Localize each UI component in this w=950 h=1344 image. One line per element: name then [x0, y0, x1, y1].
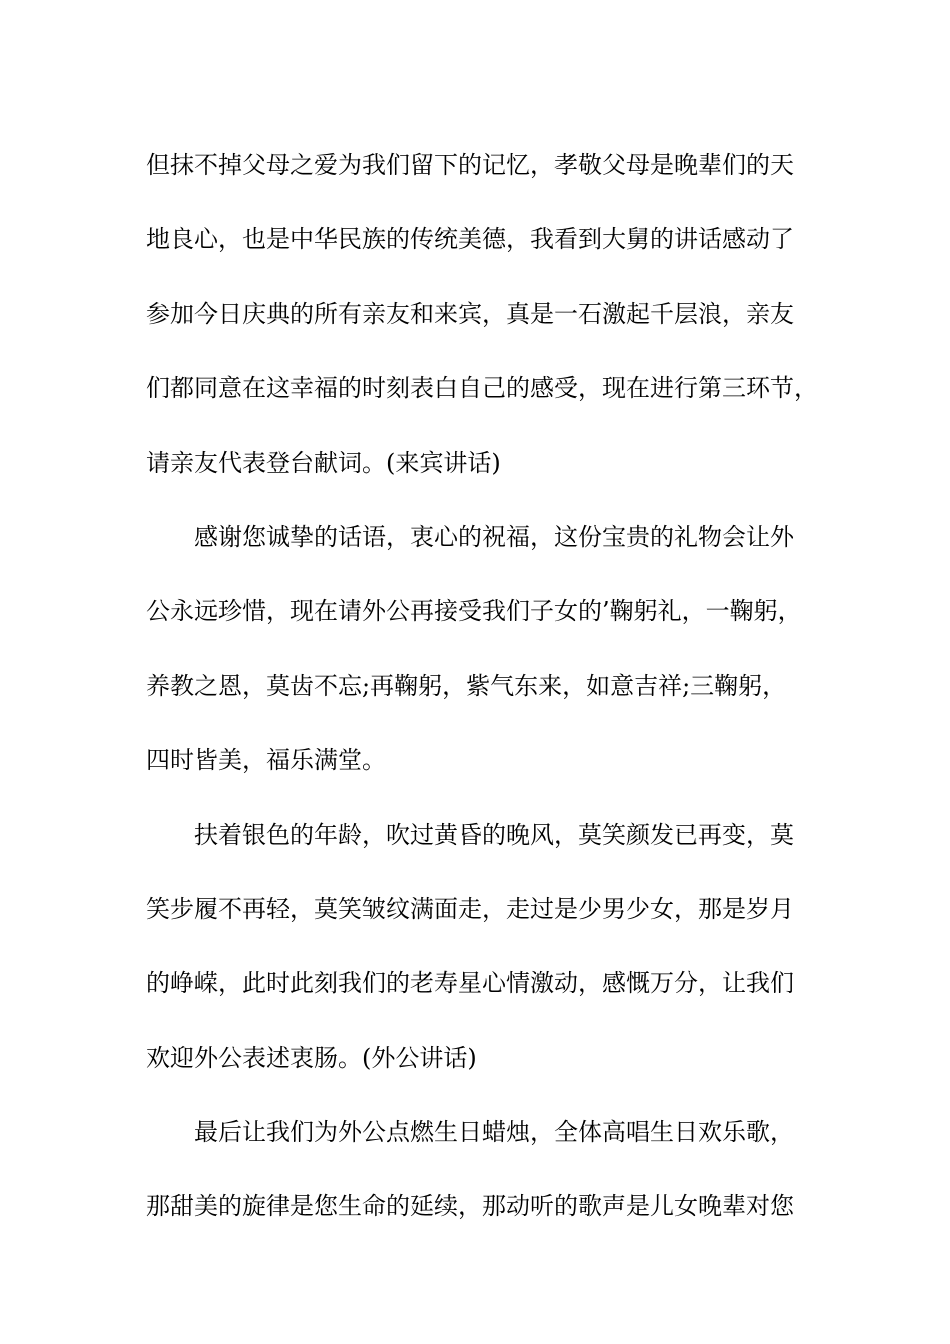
paragraph-first-line: 扶着银色的年龄，吹过黄昏的晚风，莫笑颜发已再变，莫 [194, 820, 794, 849]
paragraph-first-line: 最后让我们为外公点燃生日蜡烛，全体高唱生日欢乐歌， [194, 1118, 794, 1147]
text-line: 公永远珍惜，现在请外公再接受我们子女的’鞠躬礼，一鞠躬， [146, 597, 802, 626]
text-line: 欢迎外公表述衷肠。(外公讲话) [146, 1043, 477, 1072]
text-line: 那甜美的旋律是您生命的延续，那动听的歌声是儿女晚辈对您 [146, 1192, 794, 1221]
text-line: 但抹不掉父母之爱为我们留下的记忆，孝敬父母是晚辈们的天 [146, 151, 794, 179]
text-line: 笑步履不再轻，莫笑皱纹满面走，走过是少男少女，那是岁月 [146, 894, 794, 923]
paragraph-first-line: 感谢您诚挚的话语，衷心的祝福，这份宝贵的礼物会让外 [194, 522, 794, 551]
text-line: 养教之恩，莫齿不忘;再鞠躬，紫气东来，如意吉祥;三鞠躬， [146, 671, 787, 700]
document-body [146, 128, 816, 1244]
text-line: 们都同意在这幸福的时刻表白自己的感受，现在进行第三环节， [146, 374, 818, 403]
text-line: 地良心，也是中华民族的传统美德，我看到大舅的讲话感动了 [146, 225, 794, 254]
text-line: 的峥嵘，此时此刻我们的老寿星心情激动，感慨万分，让我们 [146, 969, 794, 998]
text-line: 请亲友代表登台献词。(来宾讲话) [146, 448, 501, 477]
text-line: 四时皆美，福乐满堂。 [146, 746, 386, 775]
text-line: 参加今日庆典的所有亲友和来宾，真是一石激起千层浪，亲友 [146, 299, 794, 328]
